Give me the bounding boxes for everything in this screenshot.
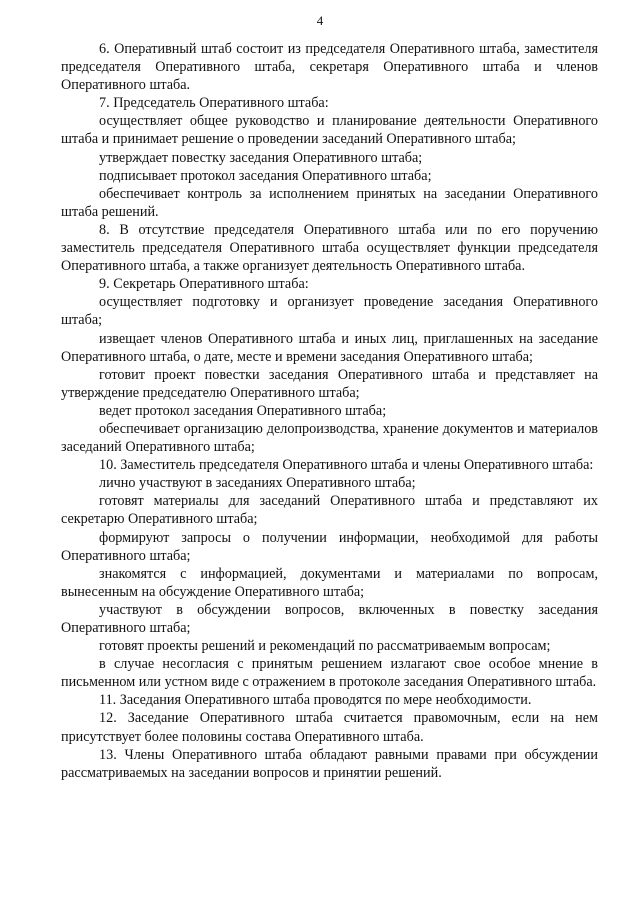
paragraph-item-10: 10. Заместитель председателя Оперативного штаба и члены Оперативного штаба: bbox=[99, 457, 594, 474]
paragraph-subitem: обеспечивает контроль за исполнением принятых на заседании Оперативного штаба решений. bbox=[61, 185, 598, 220]
paragraph-subitem: извещает членов Оперативного штаба и иных лиц, приглашенных на заседание Оперативного штаба, о дате, месте и времени заседания Оперативного штаба; bbox=[61, 330, 598, 365]
page-number: 4 bbox=[316, 13, 324, 28]
paragraph-subitem: участвуют в обсуждении вопросов, включенных в повестку заседания Оперативного штаба; bbox=[61, 601, 598, 636]
paragraph-subitem: готовят проекты решений и рекомендаций по рассматриваемым вопросам; bbox=[99, 638, 551, 655]
paragraph-subitem: осуществляет подготовку и организует проведение заседания Оперативного штаба; bbox=[61, 294, 598, 329]
paragraph-subitem: обеспечивает организацию делопроизводства, хранение документов и материалов заседаний Оперативного штаба; bbox=[61, 420, 598, 456]
paragraph-subitem: готовят материалы для заседаний Оперативного штаба и представляют их секретарю Оперативного штаба; bbox=[61, 493, 598, 528]
paragraph-item-9: 9. Секретарь Оперативного штаба: bbox=[99, 276, 309, 293]
paragraph-subitem: подписывает протокол заседания Оперативного штаба; bbox=[99, 167, 432, 184]
paragraph-subitem: готовит проект повестки заседания Оперативного штаба и представляет на утверждение председателю Оперативного штаба; bbox=[61, 366, 598, 401]
document-body bbox=[61, 40, 598, 782]
paragraph-subitem: ведет протокол заседания Оперативного штаба; bbox=[99, 402, 387, 419]
paragraph-subitem: лично участвуют в заседаниях Оперативного штаба; bbox=[99, 475, 416, 492]
paragraph-subitem: утверждает повестку заседания Оперативного штаба; bbox=[99, 149, 423, 166]
paragraph-item-12: 12. Заседание Оперативного штаба считается правомочным, если на нем присутствует более половины состава Оперативного штаба. bbox=[61, 710, 598, 745]
paragraph-subitem: в случае несогласия с принятым решением излагают свое особое мнение в письменном или устном виде с отражением в протоколе заседания Оперативного штаба. bbox=[61, 656, 598, 691]
paragraph-item-8: 8. В отсутствие председателя Оперативного штаба или по его поручению заместитель председателя Оперативного штаба осуществляет функции председателя Оперативного штаба, а также организует деятельность Оперативного штаба. bbox=[61, 221, 598, 275]
paragraph-subitem: знакомятся с информацией, документами и материалами по вопросам, вынесенным на обсуждение Оперативного штаба; bbox=[61, 565, 598, 600]
paragraph-item-6: 6. Оперативный штаб состоит из председателя Оперативного штаба, заместителя председателя Оперативного штаба, секретаря Оперативного штаба и членов Оперативного штаба. bbox=[61, 41, 598, 94]
paragraph-subitem: формируют запросы о получении информации, необходимой для работы Оперативного штаба; bbox=[61, 529, 598, 564]
paragraph-item-13: 13. Члены Оперативного штаба обладают равными правами при обсуждении рассматриваемых на заседании вопросов и принятии решений. bbox=[61, 746, 598, 781]
paragraph-subitem: осуществляет общее руководство и планирование деятельности Оперативного штаба и принимает решение о проведении заседаний Оперативного штаба; bbox=[61, 113, 598, 148]
paragraph-item-7: 7. Председатель Оперативного штаба: bbox=[99, 95, 329, 112]
paragraph-item-11: 11. Заседания Оперативного штаба проводятся по мере необходимости. bbox=[99, 692, 532, 709]
